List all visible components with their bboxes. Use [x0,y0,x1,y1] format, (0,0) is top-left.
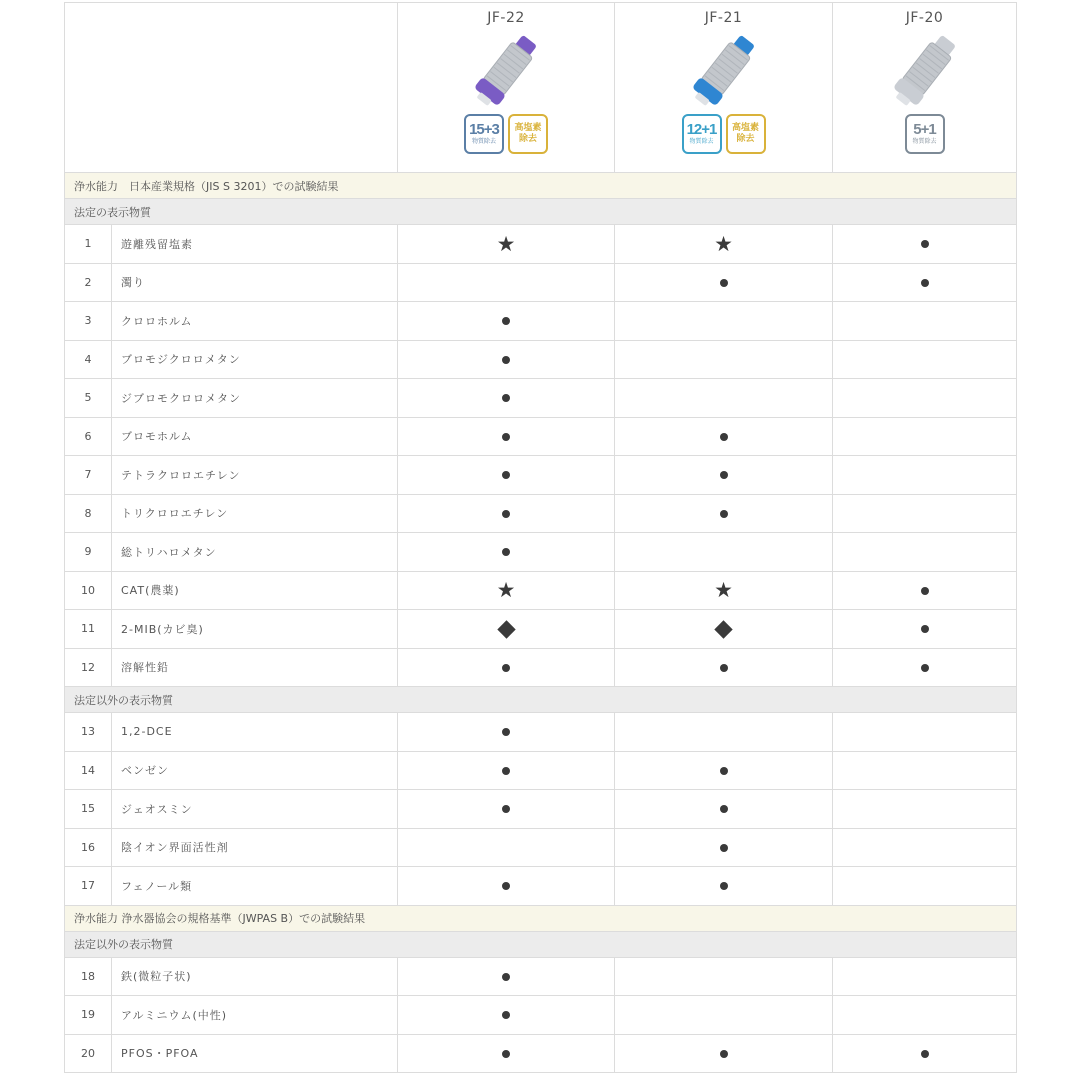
header-empty-cell [65,3,398,173]
mark-cell [615,867,833,906]
mark-cell [615,263,833,302]
mark-cell [833,828,1017,867]
mark-cell [615,957,833,996]
row-number: 18 [65,957,112,996]
table-row [65,571,1017,610]
substance-name: クロロホルム [112,302,398,341]
substance-name: 鉄(微粒子状) [112,957,398,996]
row-number: 6 [65,417,112,456]
mark-cell [615,456,833,495]
mark-cell [833,340,1017,379]
mark-cell [398,417,615,456]
dot-mark-icon [502,1050,510,1058]
dot-mark-icon [502,433,510,441]
mark-cell [833,996,1017,1035]
mark-cell [398,571,615,610]
section-title: 浄水能力 浄水器協会の規格基準（JWPAS B）での試験結果 [65,905,1017,931]
mark-cell [615,751,833,790]
badge-count: 15+3 [469,121,499,138]
table-row [65,456,1017,495]
table-row [65,828,1017,867]
mark-cell [833,610,1017,649]
dot-mark-icon [502,882,510,890]
row-number: 15 [65,790,112,829]
table-row [65,751,1017,790]
substance-name: 陰イオン界面活性剤 [112,828,398,867]
product-name: JF-21 [704,10,743,26]
table-row [65,648,1017,687]
substance-name: 2-MIB(カビ臭) [112,610,398,649]
substance-name: PFOS・PFOA [112,1034,398,1073]
dot-mark-icon [720,805,728,813]
mark-cell [833,225,1017,264]
high-chlorine-badge [508,114,548,154]
badge-caption: 物質除去 [689,138,714,145]
mark-cell [833,571,1017,610]
row-number: 13 [65,713,112,752]
dot-mark-icon [502,973,510,981]
section-title: 浄水能力 日本産業規格（JIS S 3201）での試験結果 [65,173,1017,199]
subsection-header-row [65,687,1017,713]
product-name: JF-20 [905,10,944,26]
table-row [65,379,1017,418]
mark-cell [615,302,833,341]
mark-cell [615,790,833,829]
mark-cell [833,533,1017,572]
mark-cell [833,1034,1017,1073]
table-row [65,494,1017,533]
mark-cell [398,610,615,649]
dot-mark-icon [502,1011,510,1019]
mark-cell [833,263,1017,302]
subsection-title: 法定以外の表示物質 [65,687,1017,713]
badge-text: 高塩素 除去 [514,123,542,144]
substance-name: ジェオスミン [112,790,398,829]
section-header-row [65,173,1017,199]
row-number: 2 [65,263,112,302]
row-number: 17 [65,867,112,906]
mark-cell [615,340,833,379]
row-number: 19 [65,996,112,1035]
mark-cell [833,417,1017,456]
mark-cell [398,263,615,302]
mark-cell [833,713,1017,752]
table-row [65,533,1017,572]
product-header-jf22 [398,3,615,173]
mark-cell [398,957,615,996]
badge-text: 高塩素 除去 [731,123,759,144]
dot-mark-icon [502,728,510,736]
table-row [65,263,1017,302]
substance-name: 1,2-DCE [112,713,398,752]
dot-mark-icon [502,767,510,775]
filter-comparison-table [64,2,1017,1073]
mark-cell [615,648,833,687]
high-chlorine-badge [726,114,766,154]
dot-mark-icon [502,394,510,402]
mark-cell [833,456,1017,495]
row-number: 16 [65,828,112,867]
mark-cell [615,417,833,456]
dot-mark-icon [720,510,728,518]
row-number: 1 [65,225,112,264]
mark-cell [398,828,615,867]
badge-group [833,114,1016,154]
dot-mark-icon [502,805,510,813]
product-header-jf20 [833,3,1017,173]
substance-name: アルミニウム(中性) [112,996,398,1035]
row-number: 20 [65,1034,112,1073]
mark-cell [398,494,615,533]
mark-cell [615,225,833,264]
table-row [65,867,1017,906]
table-row [65,1034,1017,1073]
removal-count-badge [682,114,722,154]
table-row [65,225,1017,264]
dot-mark-icon [921,625,929,633]
cartridge-image [684,30,764,112]
mark-cell [398,1034,615,1073]
badge-count: 12+1 [686,121,717,138]
substance-name: トリクロロエチレン [112,494,398,533]
dot-mark-icon [921,279,929,287]
substance-name: ジブロモクロロメタン [112,379,398,418]
mark-cell [833,790,1017,829]
mark-cell [615,571,833,610]
dot-mark-icon [921,664,929,672]
substance-name: 遊離残留塩素 [112,225,398,264]
table-row [65,713,1017,752]
substance-name: ブロモホルム [112,417,398,456]
mark-cell [398,867,615,906]
subsection-title: 法定以外の表示物質 [65,931,1017,957]
substance-name: フェノール類 [112,867,398,906]
table-row [65,996,1017,1035]
star-mark-icon: ★ [714,578,733,603]
mark-cell [398,790,615,829]
dot-mark-icon [720,1050,728,1058]
mark-cell [398,533,615,572]
mark-cell [615,996,833,1035]
mark-cell [398,996,615,1035]
dot-mark-icon [921,587,929,595]
dot-mark-icon [502,510,510,518]
substance-name: ベンゼン [112,751,398,790]
row-number: 7 [65,456,112,495]
mark-cell [615,713,833,752]
dot-mark-icon [502,471,510,479]
row-number: 8 [65,494,112,533]
row-number: 12 [65,648,112,687]
substance-name: 総トリハロメタン [112,533,398,572]
mark-cell [398,751,615,790]
row-number: 14 [65,751,112,790]
mark-cell [398,456,615,495]
table-row [65,340,1017,379]
badge-group [398,114,614,154]
badge-group [615,114,832,154]
subsection-header-row [65,931,1017,957]
mark-cell [398,648,615,687]
mark-cell [398,302,615,341]
row-number: 5 [65,379,112,418]
mark-cell [833,302,1017,341]
row-number: 10 [65,571,112,610]
diamond-mark-icon [497,620,515,638]
mark-cell [615,828,833,867]
mark-cell [615,1034,833,1073]
dot-mark-icon [502,356,510,364]
star-mark-icon: ★ [496,578,516,603]
mark-cell [398,713,615,752]
removal-count-badge [464,114,504,154]
substance-name: テトラクロロエチレン [112,456,398,495]
mark-cell [398,340,615,379]
product-header-row [65,3,1017,173]
dot-mark-icon [502,548,510,556]
table-row [65,790,1017,829]
row-number: 11 [65,610,112,649]
mark-cell [615,533,833,572]
mark-cell [833,494,1017,533]
subsection-header-row [65,199,1017,225]
product-header-jf21 [615,3,833,173]
mark-cell [833,957,1017,996]
dot-mark-icon [720,664,728,672]
dot-mark-icon [502,317,510,325]
badge-caption: 物質除去 [471,138,496,145]
dot-mark-icon [921,1050,929,1058]
mark-cell [398,225,615,264]
removal-count-badge [905,114,945,154]
cartridge-image [466,30,546,112]
table-row [65,302,1017,341]
badge-count: 5+1 [913,121,936,138]
table-row [65,957,1017,996]
diamond-mark-icon [714,620,732,638]
mark-cell [833,751,1017,790]
dot-mark-icon [720,279,728,287]
substance-name: 溶解性鉛 [112,648,398,687]
dot-mark-icon [720,471,728,479]
dot-mark-icon [720,844,728,852]
substance-name: ブロモジクロロメタン [112,340,398,379]
comparison-table-container [64,2,1016,1073]
star-mark-icon: ★ [496,231,516,256]
mark-cell [833,648,1017,687]
table-row [65,417,1017,456]
mark-cell [833,867,1017,906]
dot-mark-icon [720,882,728,890]
subsection-title: 法定の表示物質 [65,199,1017,225]
substance-name: CAT(農薬) [112,571,398,610]
row-number: 3 [65,302,112,341]
dot-mark-icon [921,240,929,248]
row-number: 4 [65,340,112,379]
product-name: JF-22 [487,10,525,26]
row-number: 9 [65,533,112,572]
mark-cell [833,379,1017,418]
section-header-row [65,905,1017,931]
mark-cell [615,379,833,418]
mark-cell [615,494,833,533]
dot-mark-icon [720,433,728,441]
substance-name: 濁り [112,263,398,302]
star-mark-icon: ★ [714,231,733,256]
badge-caption: 物質除去 [912,138,937,145]
mark-cell [615,610,833,649]
cartridge-image [885,30,965,112]
dot-mark-icon [720,767,728,775]
table-row [65,610,1017,649]
dot-mark-icon [502,664,510,672]
mark-cell [398,379,615,418]
